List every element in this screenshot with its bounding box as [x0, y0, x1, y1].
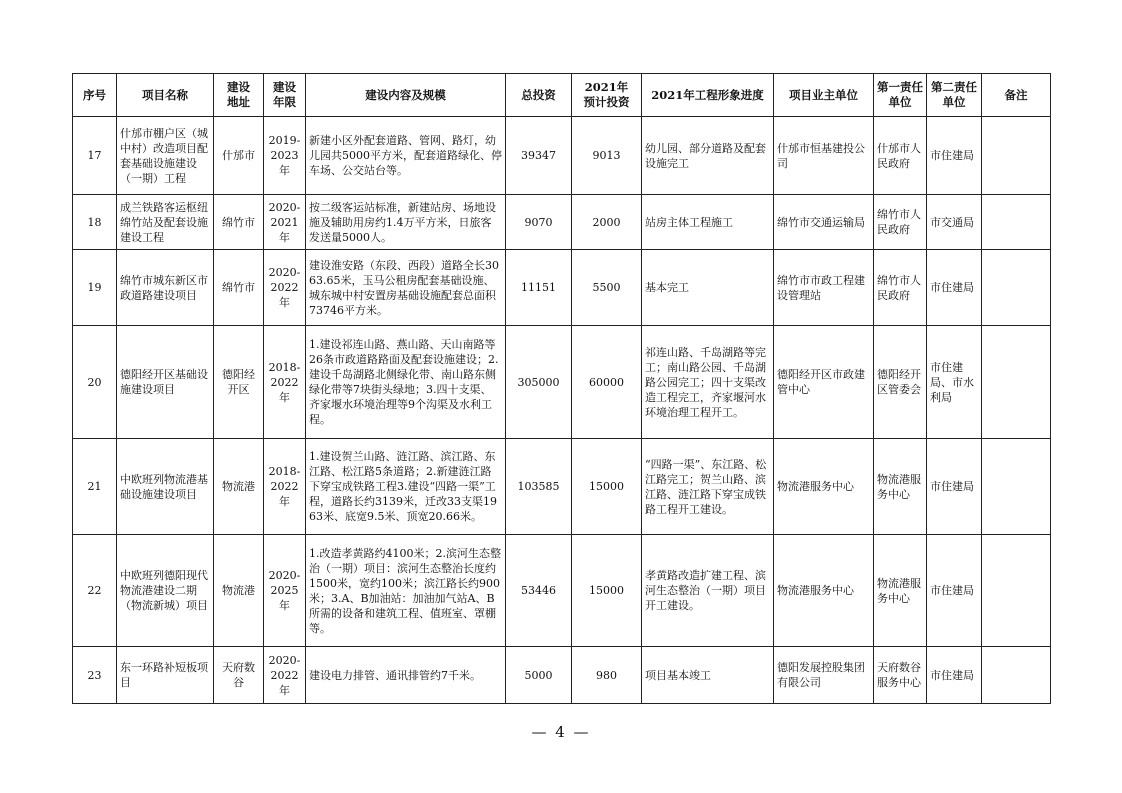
cell-second: 市住建局 — [927, 535, 982, 647]
cell-period: 2020-2025年 — [264, 535, 306, 647]
header-total: 总投资 — [506, 74, 572, 117]
cell-content: 1.建设贺兰山路、涟江路、滨江路、东江路、松江路5条道路；2.新建涟江路下穿宝成铁路工程3.建设“四路一渠”工程，道路长约3139米，迁改33支渠1963米、底宽9.5米、顶宽20.66米。 — [306, 439, 506, 535]
cell-progress: 幼儿园、部分道路及配套设施完工 — [642, 117, 774, 195]
header-location: 建设 地址 — [214, 74, 264, 117]
cell-first: 天府数谷服务中心 — [874, 647, 927, 704]
table-row — [73, 195, 1051, 250]
cell-no: 18 — [73, 195, 117, 250]
cell-remark — [982, 250, 1051, 326]
cell-location: 物流港 — [214, 535, 264, 647]
cell-name: 什邡市棚户区（城中村）改造项目配套基础设施建设（一期）工程 — [117, 117, 214, 195]
cell-content: 1.改造孝黄路约4100米；2.滨河生态整治（一期）项目：滨河生态整治长度约1500米，宽约100米；滨江路长约900米；3.A、B加油站：加油加气站A、B所需的设备和建筑工程、值班室、罩棚等。 — [306, 535, 506, 647]
cell-owner: 绵竹市市政工程建设管理站 — [774, 250, 874, 326]
cell-owner: 德阳经开区市政建管中心 — [774, 326, 874, 439]
cell-no: 22 — [73, 535, 117, 647]
header-content: 建设内容及规模 — [306, 74, 506, 117]
cell-total: 11151 — [506, 250, 572, 326]
cell-name: 东一环路补短板项目 — [117, 647, 214, 704]
header-second: 第二责任 单位 — [927, 74, 982, 117]
table-header-row — [73, 74, 1051, 117]
cell-invest2021: 5500 — [572, 250, 642, 326]
cell-first: 德阳经开区管委会 — [874, 326, 927, 439]
cell-invest2021: 9013 — [572, 117, 642, 195]
cell-owner: 德阳发展控股集团有限公司 — [774, 647, 874, 704]
cell-remark — [982, 326, 1051, 439]
cell-progress: 祁连山路、千岛湖路等完工；南山路公园、千岛湖路公园完工；四十支渠改造工程完工，齐家堰河水环境治理工程开工。 — [642, 326, 774, 439]
cell-period: 2019-2023年 — [264, 117, 306, 195]
cell-no: 19 — [73, 250, 117, 326]
cell-total: 9070 — [506, 195, 572, 250]
cell-period: 2020-2022年 — [264, 250, 306, 326]
cell-name: 成兰铁路客运枢纽绵竹站及配套设施建设工程 — [117, 195, 214, 250]
cell-progress: 基本完工 — [642, 250, 774, 326]
project-table — [72, 73, 1051, 704]
cell-content: 建设电力排管、通讯排管约7千米。 — [306, 647, 506, 704]
cell-period: 2018-2022年 — [264, 326, 306, 439]
cell-invest2021: 980 — [572, 647, 642, 704]
cell-location: 天府数谷 — [214, 647, 264, 704]
cell-first: 物流港服务中心 — [874, 535, 927, 647]
cell-name: 中欧班列德阳现代物流港建设二期（物流新城）项目 — [117, 535, 214, 647]
cell-location: 绵竹市 — [214, 250, 264, 326]
cell-period: 2020-2022年 — [264, 647, 306, 704]
cell-second: 市住建局 — [927, 250, 982, 326]
cell-content: 1.建设祁连山路、燕山路、天山南路等26条市政道路路面及配套设施建设；2.建设千岛湖路北侧绿化带、南山路东侧绿化带等7块街头绿地；3.四十支渠、齐家堰水环境治理等9个沟渠及水利工程。 — [306, 326, 506, 439]
header-invest2021: 2021年 预计投资 — [572, 74, 642, 117]
cell-invest2021: 60000 — [572, 326, 642, 439]
cell-owner: 绵竹市交通运输局 — [774, 195, 874, 250]
cell-content: 建设淮安路（东段、西段）道路全长3063.65米，玉马公租房配套基础设施、城东城中村安置房基础设施配套总面积73746平方米。 — [306, 250, 506, 326]
table-row — [73, 647, 1051, 704]
cell-location: 什邡市 — [214, 117, 264, 195]
cell-invest2021: 15000 — [572, 535, 642, 647]
cell-total: 103585 — [506, 439, 572, 535]
cell-content: 按二级客运站标准，新建站房、场地设施及辅助用房约1.4万平方米，日旅客发送量5000人。 — [306, 195, 506, 250]
cell-remark — [982, 535, 1051, 647]
page-number: — 4 — — [531, 723, 591, 741]
cell-owner: 什邡市恒基建投公司 — [774, 117, 874, 195]
cell-progress: 站房主体工程施工 — [642, 195, 774, 250]
header-progress: 2021年工程形象进度 — [642, 74, 774, 117]
cell-total: 5000 — [506, 647, 572, 704]
cell-invest2021: 15000 — [572, 439, 642, 535]
header-remark: 备注 — [982, 74, 1051, 117]
cell-first: 物流港服务中心 — [874, 439, 927, 535]
cell-first: 绵竹市人民政府 — [874, 195, 927, 250]
cell-first: 绵竹市人民政府 — [874, 250, 927, 326]
cell-period: 2018-2022年 — [264, 439, 306, 535]
cell-progress: 项目基本竣工 — [642, 647, 774, 704]
cell-total: 39347 — [506, 117, 572, 195]
header-period: 建设 年限 — [264, 74, 306, 117]
cell-first: 什邡市人民政府 — [874, 117, 927, 195]
cell-content: 新建小区外配套道路、管网、路灯，幼儿园共5000平方米，配套道路绿化、停车场、公交站台等。 — [306, 117, 506, 195]
cell-progress: “四路一渠”、东江路、松江路完工；贺兰山路、滨江路、涟江路下穿宝成铁路工程开工建设。 — [642, 439, 774, 535]
cell-second: 市住建局 — [927, 647, 982, 704]
cell-location: 物流港 — [214, 439, 264, 535]
cell-name: 绵竹市城东新区市政道路建设项目 — [117, 250, 214, 326]
cell-no: 23 — [73, 647, 117, 704]
cell-owner: 物流港服务中心 — [774, 535, 874, 647]
cell-no: 20 — [73, 326, 117, 439]
cell-no: 21 — [73, 439, 117, 535]
table-row — [73, 535, 1051, 647]
table-row — [73, 439, 1051, 535]
table-row — [73, 250, 1051, 326]
cell-second: 市交通局 — [927, 195, 982, 250]
cell-location: 绵竹市 — [214, 195, 264, 250]
cell-second: 市住建局 — [927, 439, 982, 535]
cell-remark — [982, 647, 1051, 704]
cell-remark — [982, 117, 1051, 195]
header-owner: 项目业主单位 — [774, 74, 874, 117]
header-no: 序号 — [73, 74, 117, 117]
cell-progress: 孝黄路改造扩建工程、滨河生态整治（一期）项目开工建设。 — [642, 535, 774, 647]
header-first: 第一责任 单位 — [874, 74, 927, 117]
cell-name: 中欧班列物流港基础设施建设项目 — [117, 439, 214, 535]
cell-second: 市住建局、市水利局 — [927, 326, 982, 439]
cell-total: 305000 — [506, 326, 572, 439]
header-name: 项目名称 — [117, 74, 214, 117]
cell-remark — [982, 439, 1051, 535]
table-row — [73, 117, 1051, 195]
table-row — [73, 326, 1051, 439]
cell-location: 德阳经开区 — [214, 326, 264, 439]
cell-total: 53446 — [506, 535, 572, 647]
cell-name: 德阳经开区基础设施建设项目 — [117, 326, 214, 439]
cell-second: 市住建局 — [927, 117, 982, 195]
cell-remark — [982, 195, 1051, 250]
cell-period: 2020-2021年 — [264, 195, 306, 250]
cell-owner: 物流港服务中心 — [774, 439, 874, 535]
cell-invest2021: 2000 — [572, 195, 642, 250]
cell-no: 17 — [73, 117, 117, 195]
